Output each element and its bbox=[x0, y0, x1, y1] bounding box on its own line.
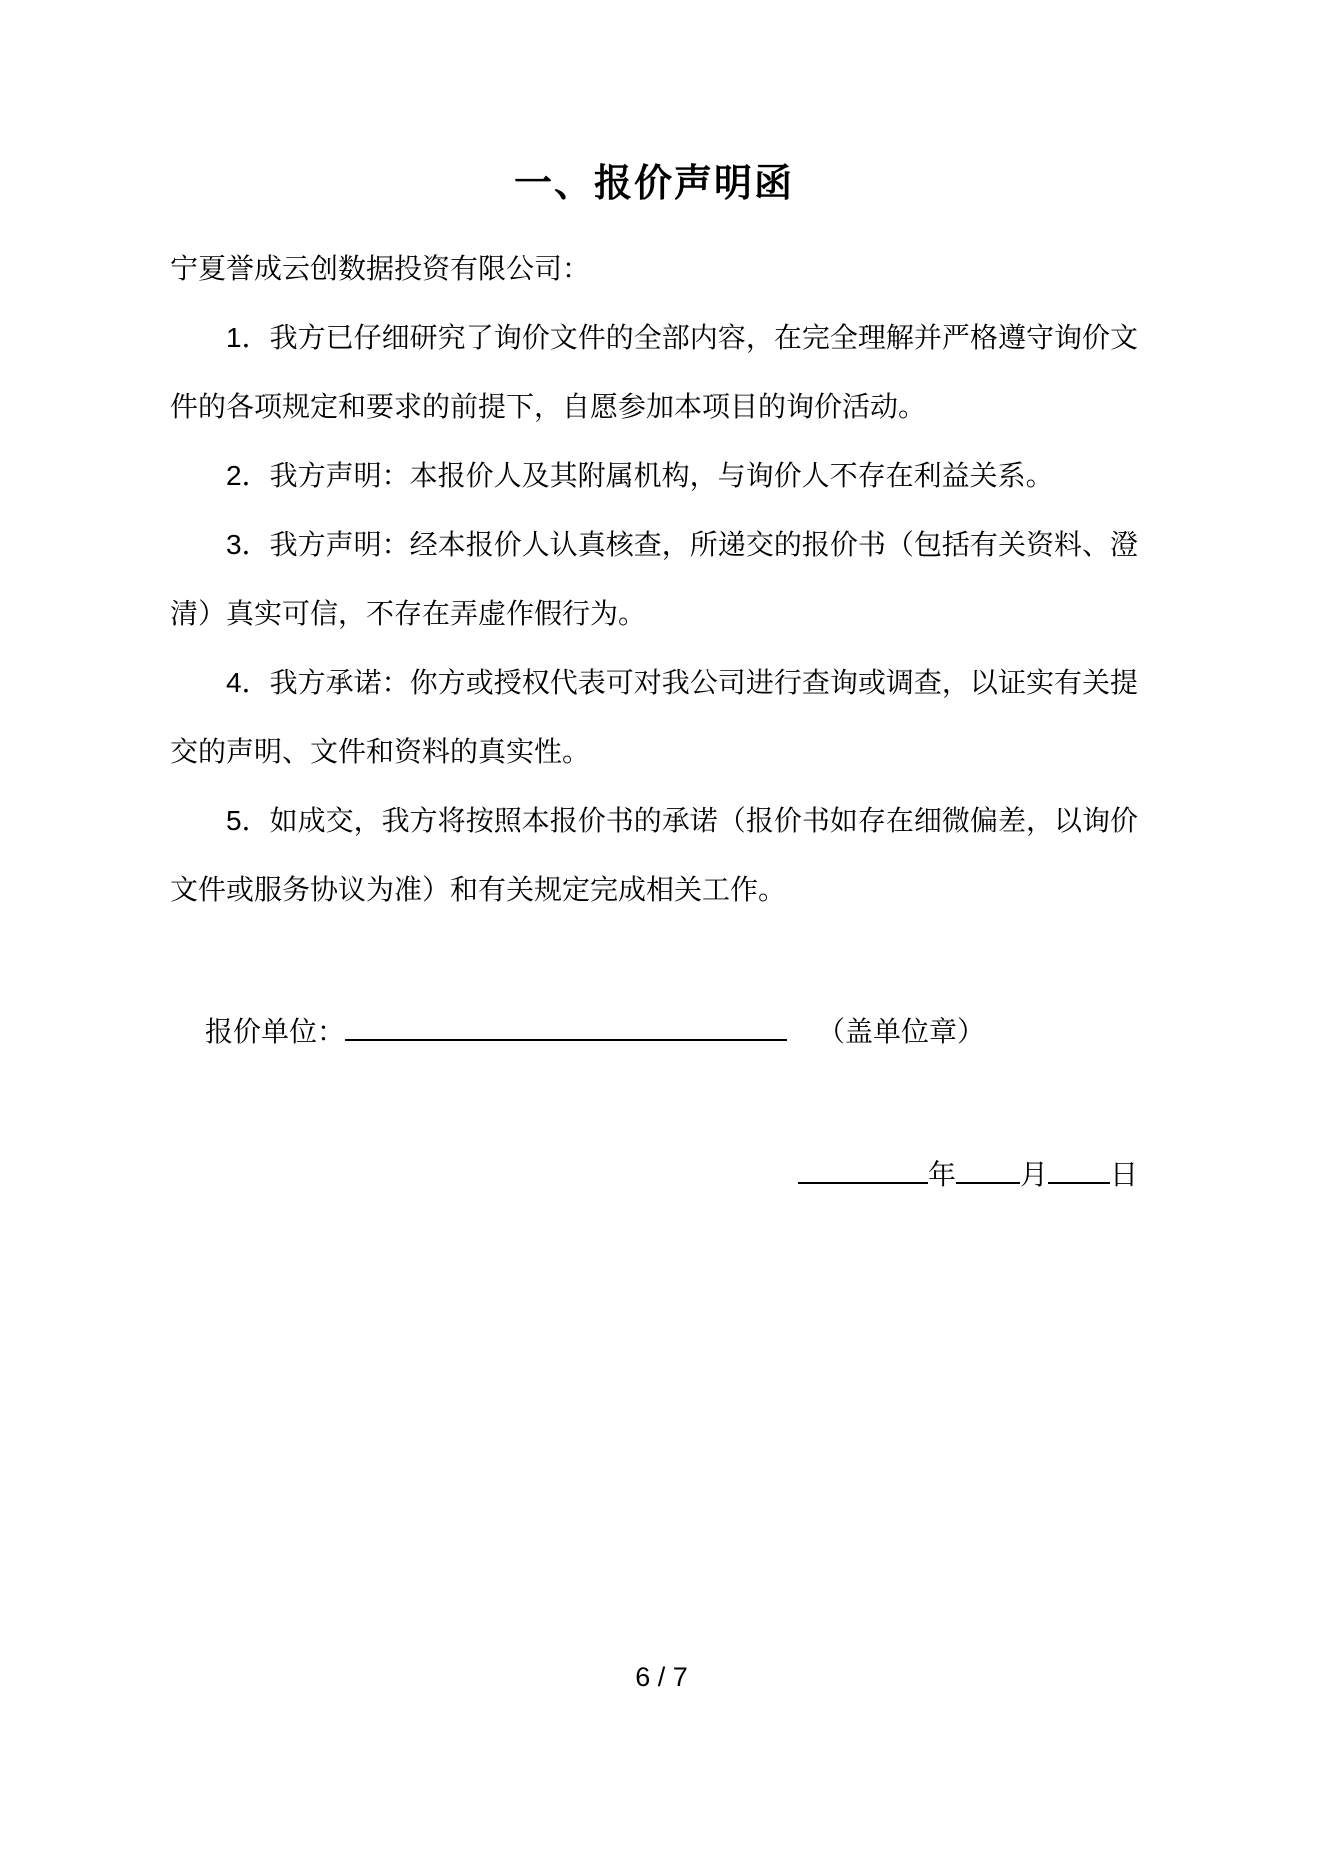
day-label: 日 bbox=[1109, 1159, 1138, 1190]
signature-label: 报价单位： bbox=[205, 1016, 346, 1047]
stamp-note: （盖单位章） bbox=[817, 1016, 986, 1047]
paragraph-1: 1．我方已仔细研究了询价文件的全部内容，在完全理解并严格遵守询价文件的各项规定和要求的前提下，自愿参加本项目的询价活动。 bbox=[170, 322, 1138, 422]
month-blank-line bbox=[956, 1154, 1020, 1184]
page-number: 6 / 7 bbox=[635, 1662, 688, 1692]
day-blank-line bbox=[1048, 1154, 1110, 1184]
salutation-line: 宁夏誉成云创数据投资有限公司： bbox=[170, 253, 591, 284]
paragraph-5: 5．如成交，我方将按照本报价书的承诺（报价书如存在细微偏差，以询价文件或服务协议为准）和有关规定完成相关工作。 bbox=[170, 805, 1138, 905]
date-row bbox=[170, 1140, 1138, 1209]
month-label: 月 bbox=[1019, 1159, 1048, 1190]
paragraph-2: 2．我方声明：本报价人及其附属机构，与询价人不存在利益关系。 bbox=[226, 460, 1054, 491]
signature-row bbox=[205, 997, 1138, 1066]
paragraph-4: 4．我方承诺：你方或授权代表可对我公司进行查询或调查，以证实有关提交的声明、文件和资料的真实性。 bbox=[170, 667, 1138, 767]
year-blank-line bbox=[798, 1154, 928, 1184]
paragraph-3: 3．我方声明：经本报价人认真核查，所递交的报价书（包括有关资料、澄清）真实可信，不存在弄虚作假行为。 bbox=[170, 529, 1138, 629]
year-label: 年 bbox=[927, 1159, 956, 1190]
signature-blank-line bbox=[345, 1011, 787, 1041]
document-content bbox=[170, 0, 1138, 1209]
page-title: 一、报价声明函 bbox=[513, 163, 794, 205]
declaration-body bbox=[170, 303, 1138, 924]
